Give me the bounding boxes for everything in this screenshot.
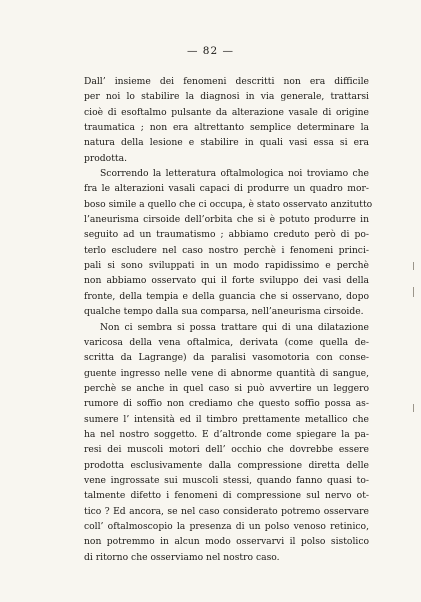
text-line: fronte, della tempia e della guancia che si osservano, dopo	[84, 290, 369, 302]
text-line: boso simile a quello che ci occupa, è stato osservato anzitutto	[84, 198, 373, 210]
text-line: traumatica ; non era altrettanto semplice determinare la	[84, 122, 369, 134]
page-edge-mark	[413, 404, 414, 412]
text-line: perchè se anche in quel caso si può avvertire un leggero	[84, 382, 369, 394]
text-line: Dall’ insieme dei fenomeni descritti non era difficile	[84, 76, 369, 87]
text-line: Scorrendo la letteratura oftalmologica noi troviamo che	[100, 168, 369, 180]
text-line: pali si sono sviluppati in un modo rapidissimo e perchè	[84, 260, 369, 272]
text-line: prodotta esclusivamente dalla compressione diretta delle	[84, 459, 369, 471]
text-line: terlo escludere nel caso nostro perchè i fenomeni princi-	[84, 244, 369, 256]
text-line: scritta da Lagrange) da paralisi vasomotoria con conse-	[84, 352, 369, 364]
text-line: fra le alterazioni vasali capaci di produrre un quadro mor-	[84, 183, 369, 195]
text-line: vene ingrossate sui muscoli stessi, quando fanno quasi to-	[84, 474, 369, 486]
text-line: natura della lesione e stabilire in quali vasi essa si era	[84, 137, 369, 149]
text-line: varicosa della vena oftalmica, derivata (come quella de-	[84, 336, 369, 348]
paragraph-2	[84, 166, 373, 319]
paragraph-1	[84, 74, 369, 166]
text-line: l’aneurisma cirsoide dell’orbita che si è potuto produrre in	[84, 214, 369, 226]
text-line: talmente difetto i fenomeni di compressione sul nervo ot-	[84, 490, 369, 502]
page-edge-mark	[413, 262, 414, 270]
text-line: prodotta.	[84, 152, 127, 164]
text-line: sumere l’ intensità ed il timbro prettamente metallico che	[84, 413, 369, 425]
text-line: guente ingresso nelle vene di abnorme quantità di sangue,	[84, 367, 369, 379]
text-line: rumore di soffio non crediamo che questo soffio possa as-	[84, 398, 369, 410]
paragraph-3	[84, 320, 369, 566]
text-line: qualche tempo dalla sua comparsa, nell’aneurisma cirsoide.	[84, 306, 364, 318]
page-edge-mark	[413, 287, 414, 297]
text-line: non abbiamo osservato qui il forte sviluppo dei vasi della	[84, 275, 369, 287]
text-line: cioè di esoftalmo pulsante da alterazione vasale di origine	[84, 106, 369, 118]
text-line: non potremmo in alcun modo osservarvi il polso sistolico	[84, 536, 369, 548]
text-line: coll’ oftalmoscopio la presenza di un polso venoso retinico,	[84, 520, 369, 532]
text-line: resi dei muscoli motori dell’ occhio che dovrebbe essere	[84, 444, 369, 456]
text-line: ha nel nostro soggetto. E d’altronde come spiegare la pa-	[84, 428, 369, 440]
text-line: tico ? Ed ancora, se nel caso considerato potremo osservare	[84, 505, 369, 517]
text-line: per noi lo stabilire la diagnosi in via generale, trattarsi	[84, 91, 369, 103]
text-line: di ritorno che osserviamo nel nostro caso.	[84, 551, 280, 563]
text-line: Non ci sembra si possa trattare qui di una dilatazione	[100, 321, 369, 333]
body-text	[84, 74, 373, 565]
page-number: — 82 —	[186, 45, 235, 57]
text-line: seguito ad un traumatismo ; abbiamo creduto però di po-	[84, 229, 369, 241]
